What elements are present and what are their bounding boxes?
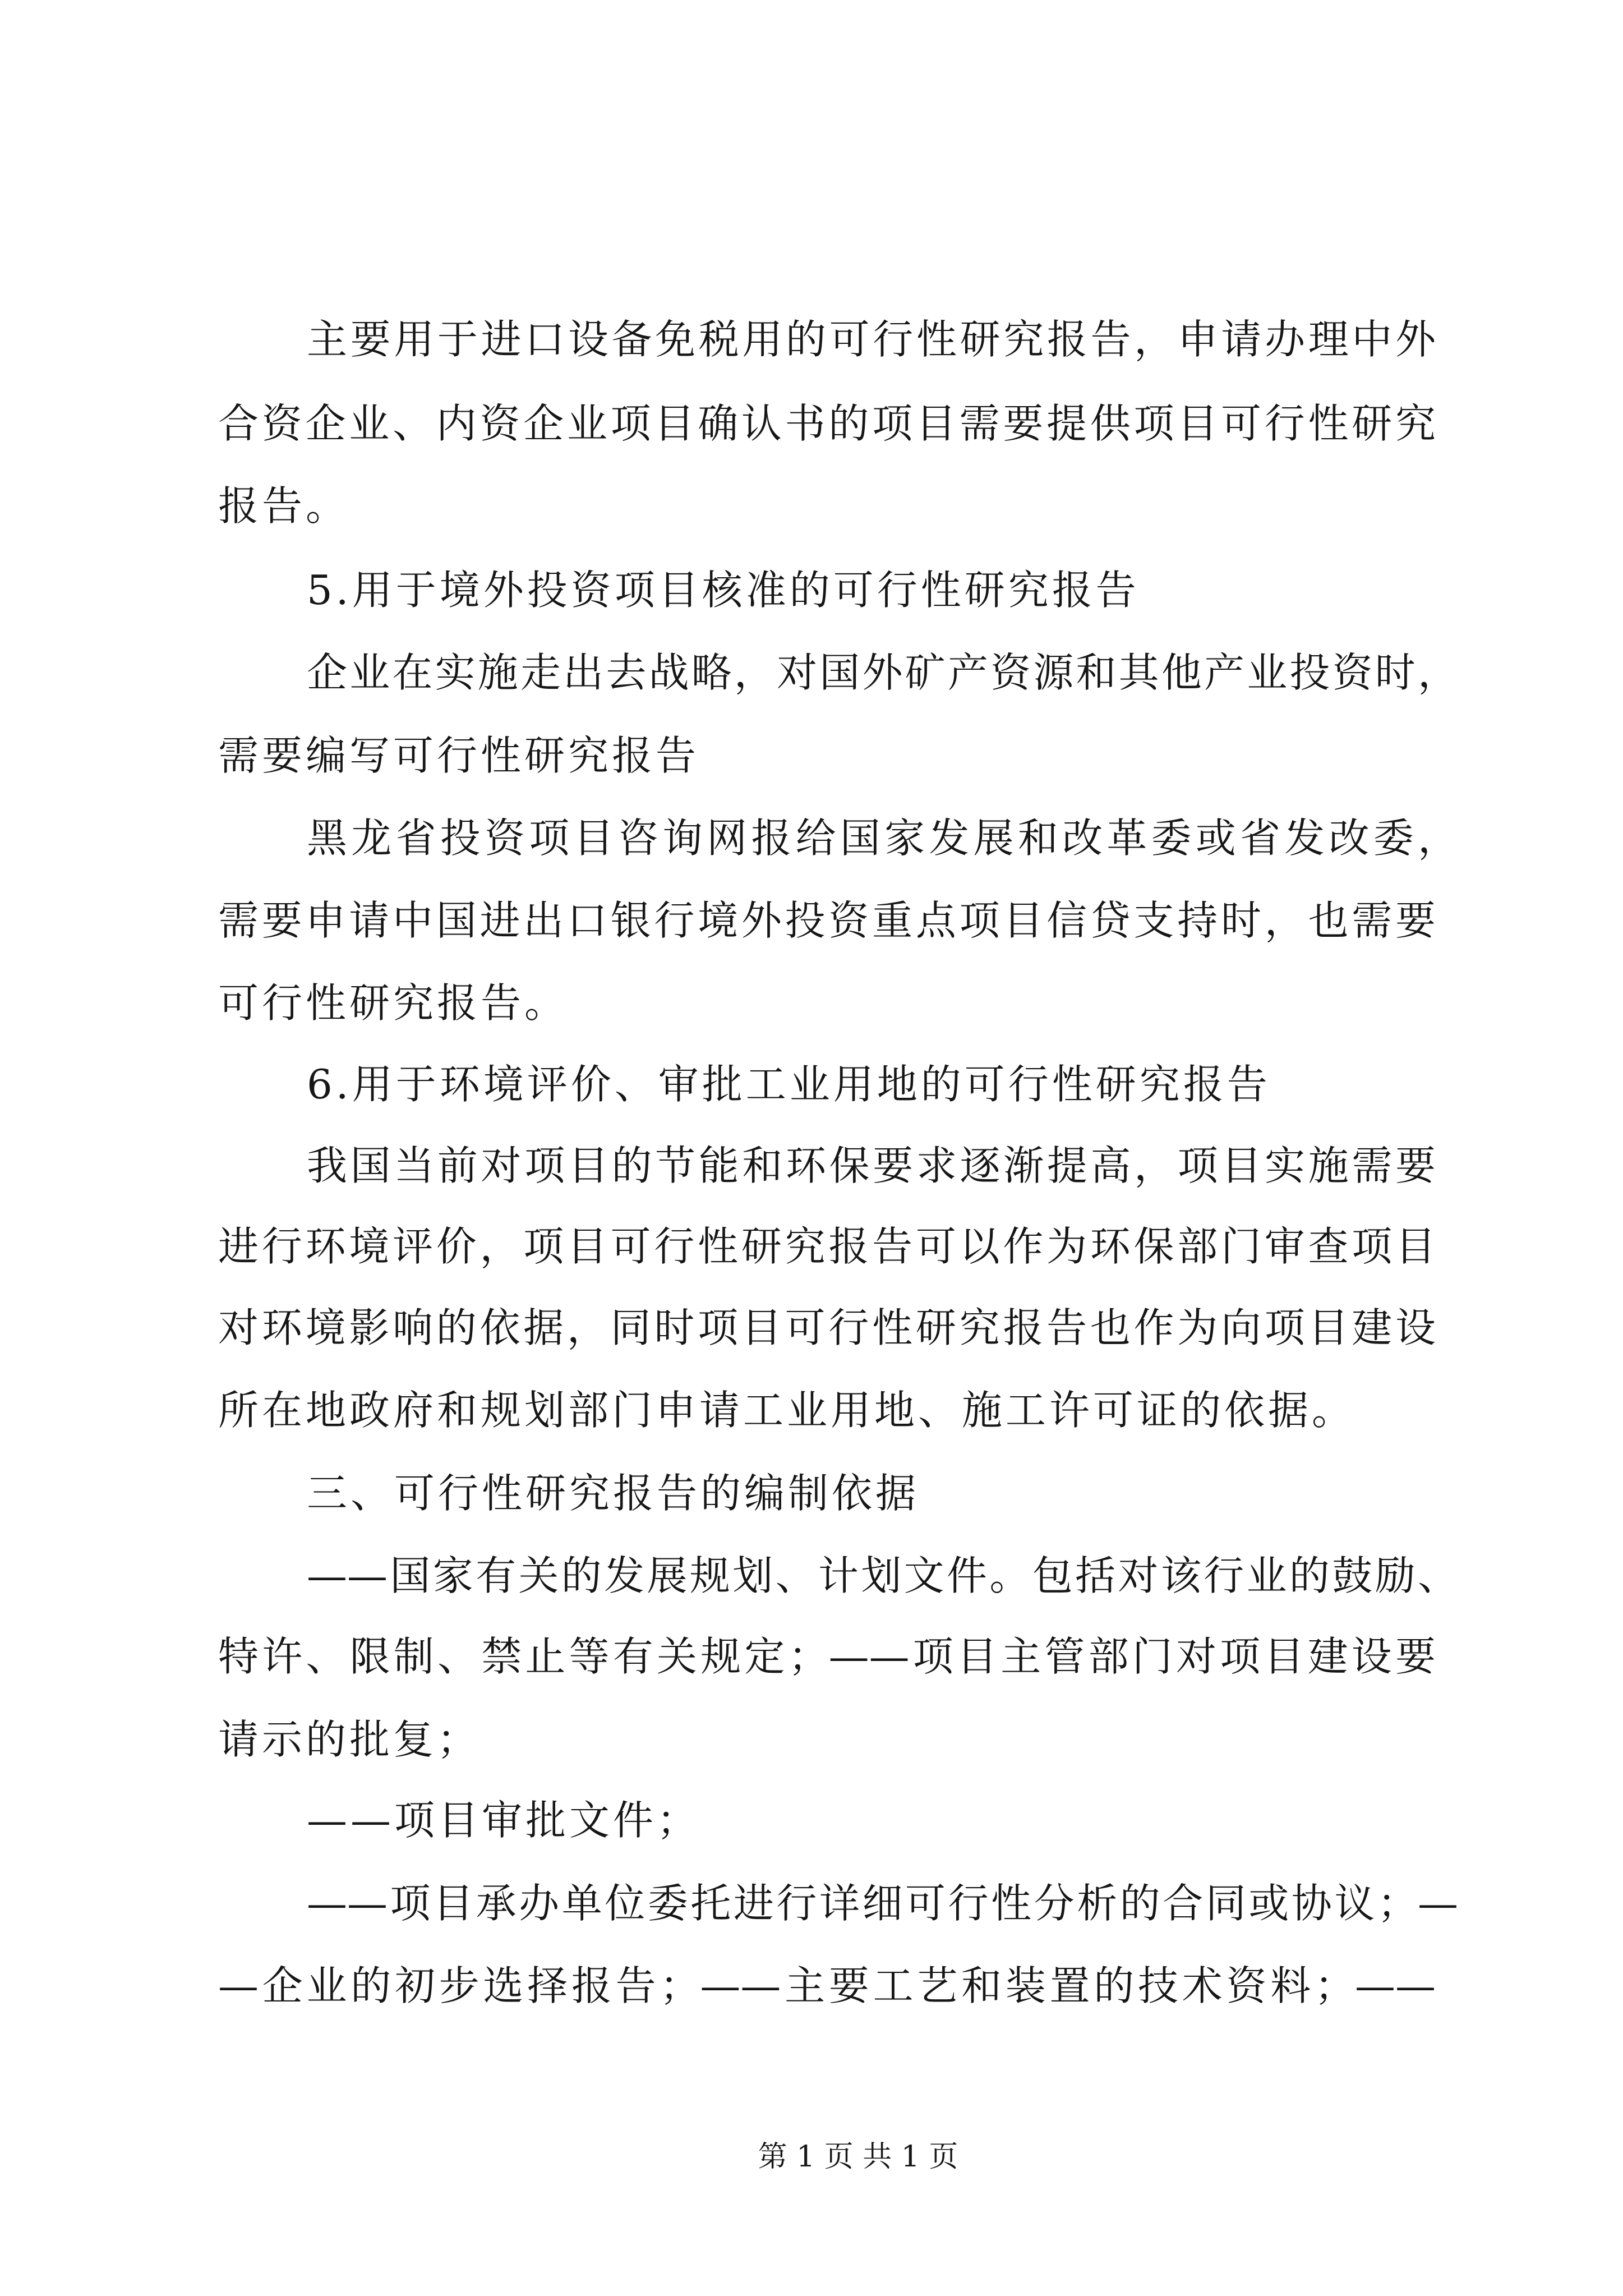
body-line: 进行环境评价，项目可行性研究报告可以作为环保部门审查项目: [218, 1223, 1436, 1270]
body-line: 请示的批复；: [218, 1716, 481, 1763]
heading-line: 三、可行性研究报告的编制依据: [307, 1470, 920, 1517]
body-line: ——项目审批文件；: [307, 1797, 701, 1844]
body-line: 可行性研究报告。: [218, 979, 569, 1027]
body-line: 特许、限制、禁止等有关规定；——项目主管部门对项目建设要: [218, 1633, 1436, 1680]
body-line: 企业在实施走出去战略，对国外矿产资源和其他产业投资时，: [307, 649, 1458, 696]
body-line: ——项目承办单位委托进行详细可行性分析的合同或协议；—: [307, 1880, 1458, 1927]
body-line: 对环境影响的依据，同时项目可行性研究报告也作为向项目建设: [218, 1304, 1436, 1351]
body-line: 需要申请中国进出口银行境外投资重点项目信贷支持时，也需要: [218, 897, 1436, 944]
page-footer: [634, 2140, 1082, 2174]
body-line: 合资企业、内资企业项目确认书的项目需要提供项目可行性研究: [218, 400, 1436, 447]
heading-line: 5.用于境外投资项目核准的可行性研究报告: [307, 567, 1140, 614]
body-line: 所在地政府和规划部门申请工业用地、施工许可证的依据。: [218, 1387, 1356, 1434]
body-line: 需要编写可行性研究报告: [218, 732, 700, 779]
body-line: ——国家有关的发展规划、计划文件。包括对该行业的鼓励、: [307, 1552, 1458, 1599]
body-line: 我国当前对项目的节能和环保要求逐渐提高，项目实施需要: [307, 1142, 1436, 1189]
body-line: 主要用于进口设备免税用的可行性研究报告，申请办理中外: [307, 316, 1436, 363]
body-line: 黑龙省投资项目咨询网报给国家发展和改革委或省发改委，: [307, 815, 1458, 862]
heading-line: 6.用于环境评价、审批工业用地的可行性研究报告: [307, 1061, 1271, 1108]
page-number-label: 第 1 页 共 1 页: [758, 2140, 958, 2174]
body-line: 报告。: [218, 482, 350, 530]
body-line: —企业的初步选择报告；——主要工艺和装置的技术资料；——: [218, 1962, 1436, 2009]
